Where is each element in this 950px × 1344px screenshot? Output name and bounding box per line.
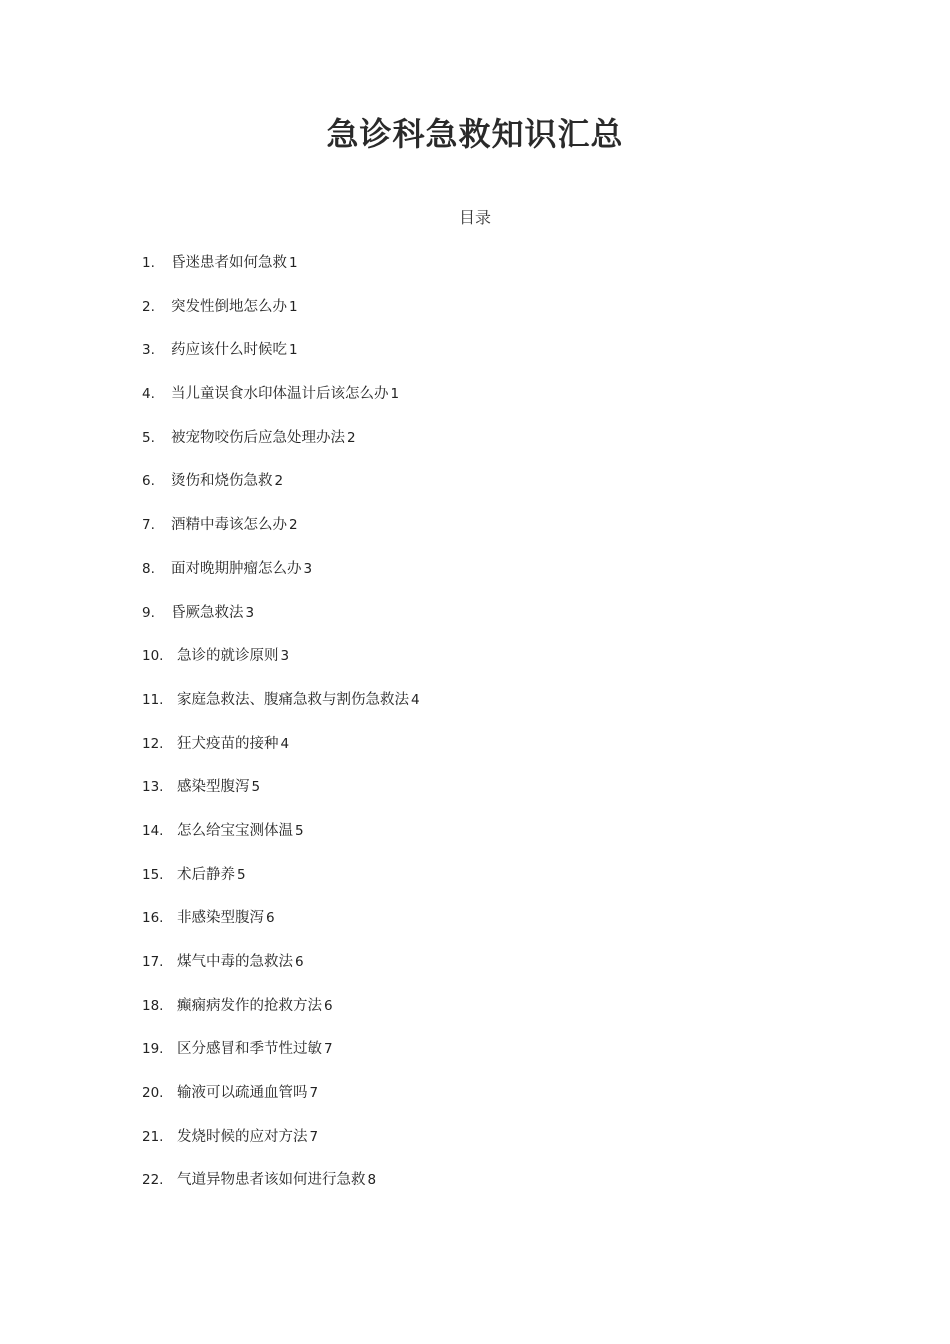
table-of-contents [142, 251, 842, 1212]
toc-entry-number: 15. [142, 866, 164, 883]
toc-entry[interactable] [142, 688, 842, 732]
toc-entry-page-number: 6 [324, 997, 333, 1014]
toc-entry-title: 昏迷患者如何急救 [171, 255, 287, 271]
toc-entry[interactable] [142, 557, 842, 601]
toc-entry-number: 11. [142, 691, 164, 708]
toc-entry-number: 19. [142, 1041, 164, 1058]
toc-entry[interactable] [142, 775, 842, 819]
toc-entry[interactable] [142, 906, 842, 950]
toc-entry-page-number: 6 [266, 910, 275, 927]
toc-entry-number: 21. [142, 1128, 164, 1145]
toc-entry-page-number: 6 [295, 954, 304, 970]
toc-entry-title: 面对晚期肿瘤怎么办 [171, 560, 302, 577]
toc-entry-page-number: 1 [289, 255, 298, 271]
toc-entry-title: 癫痫病发作的抢救方法 [177, 997, 322, 1014]
toc-entry-number: 1. [142, 255, 155, 271]
toc-entry-page-number: 5 [295, 822, 304, 839]
toc-entry-title: 术后静养 [177, 866, 235, 883]
toc-entry-page-number: 5 [251, 779, 261, 796]
toc-entry-page-number: 7 [309, 1128, 319, 1145]
toc-entry-page-number: 2 [274, 473, 284, 490]
toc-entry-title: 药应该什么时候吃 [171, 342, 287, 359]
toc-entry-number: 22. [142, 1172, 164, 1189]
toc-entry-title: 输液可以疏通血管吗 [177, 1085, 308, 1102]
toc-entry-title: 狂犬疫苗的接种 [177, 735, 279, 752]
toc-entry-title: 非感染型腹泻 [177, 910, 264, 927]
toc-entry-number: 9. [142, 604, 155, 621]
toc-entry-page-number: 2 [289, 517, 298, 534]
toc-entry-title: 急诊的就诊原则 [177, 648, 279, 665]
toc-entry-page-number: 1 [289, 298, 298, 315]
toc-entry-page-number: 8 [367, 1172, 377, 1189]
toc-entry[interactable] [142, 382, 842, 426]
toc-entry[interactable] [142, 338, 842, 382]
toc-entry-number: 20. [142, 1085, 164, 1102]
toc-entry[interactable] [142, 950, 842, 994]
toc-entry-page-number: 1 [390, 386, 400, 403]
toc-entry-number: 13. [142, 779, 164, 796]
toc-entry[interactable] [142, 1081, 842, 1125]
toc-entry-page-number: 1 [289, 342, 298, 359]
toc-entry-title: 当儿童误食水印体温计后该怎么办 [171, 386, 389, 403]
toc-entry-number: 2. [142, 298, 155, 315]
toc-entry-number: 4. [142, 386, 155, 403]
toc-entry-page-number: 4 [280, 735, 290, 752]
document-title: 急诊科急救知识汇总 [326, 115, 624, 153]
toc-entry-title: 烫伤和烧伤急救 [171, 473, 273, 490]
toc-entry-number: 16. [142, 910, 164, 927]
toc-entry-number: 8. [142, 560, 155, 577]
toc-entry-page-number: 3 [280, 648, 290, 665]
toc-entry-page-number: 7 [309, 1085, 319, 1102]
toc-entry-title: 酒精中毒该怎么办 [171, 517, 287, 534]
toc-entry-title: 家庭急救法、腹痛急救与割伤急救法 [177, 691, 409, 708]
toc-entry-page-number: 5 [237, 866, 246, 883]
toc-entry[interactable] [142, 644, 842, 688]
toc-entry[interactable] [142, 513, 842, 557]
toc-entry-number: 17. [142, 954, 164, 970]
toc-entry[interactable] [142, 469, 842, 513]
toc-entry-number: 14. [142, 822, 164, 839]
toc-entry-title: 发烧时候的应对方法 [177, 1128, 308, 1145]
toc-entry-page-number: 3 [303, 560, 313, 577]
toc-entry-page-number: 2 [347, 429, 356, 446]
toc-entry[interactable] [142, 1125, 842, 1169]
toc-entry-number: 6. [142, 473, 155, 490]
toc-entry[interactable] [142, 426, 842, 470]
toc-entry-number: 5. [142, 429, 155, 446]
toc-entry-number: 10. [142, 648, 164, 665]
toc-entry-title: 感染型腹泻 [177, 779, 250, 796]
toc-entry-number: 3. [142, 342, 155, 359]
toc-entry[interactable] [142, 994, 842, 1038]
toc-heading: 目录 [458, 208, 491, 227]
toc-entry[interactable] [142, 863, 842, 907]
toc-entry-page-number: 7 [324, 1041, 333, 1058]
toc-entry-page-number: 4 [411, 691, 420, 708]
toc-entry[interactable] [142, 295, 842, 339]
toc-entry[interactable] [142, 601, 842, 645]
toc-entry[interactable] [142, 1168, 842, 1212]
toc-entry-title: 怎么给宝宝测体温 [177, 822, 293, 839]
toc-entry-page-number: 3 [245, 604, 255, 621]
toc-entry-title: 突发性倒地怎么办 [171, 298, 287, 315]
toc-entry[interactable] [142, 819, 842, 863]
toc-entry[interactable] [142, 1037, 842, 1081]
toc-entry[interactable] [142, 732, 842, 776]
toc-entry-number: 12. [142, 735, 164, 752]
toc-entry-title: 气道异物患者该如何进行急救 [177, 1172, 366, 1189]
toc-entry-title: 被宠物咬伤后应急处理办法 [171, 429, 345, 446]
toc-entry-number: 18. [142, 997, 164, 1014]
toc-entry-title: 昏厥急救法 [171, 604, 244, 621]
toc-entry-title: 煤气中毒的急救法 [177, 954, 293, 970]
toc-entry[interactable] [142, 251, 842, 295]
toc-entry-title: 区分感冒和季节性过敏 [177, 1041, 322, 1058]
toc-entry-number: 7. [142, 517, 155, 534]
